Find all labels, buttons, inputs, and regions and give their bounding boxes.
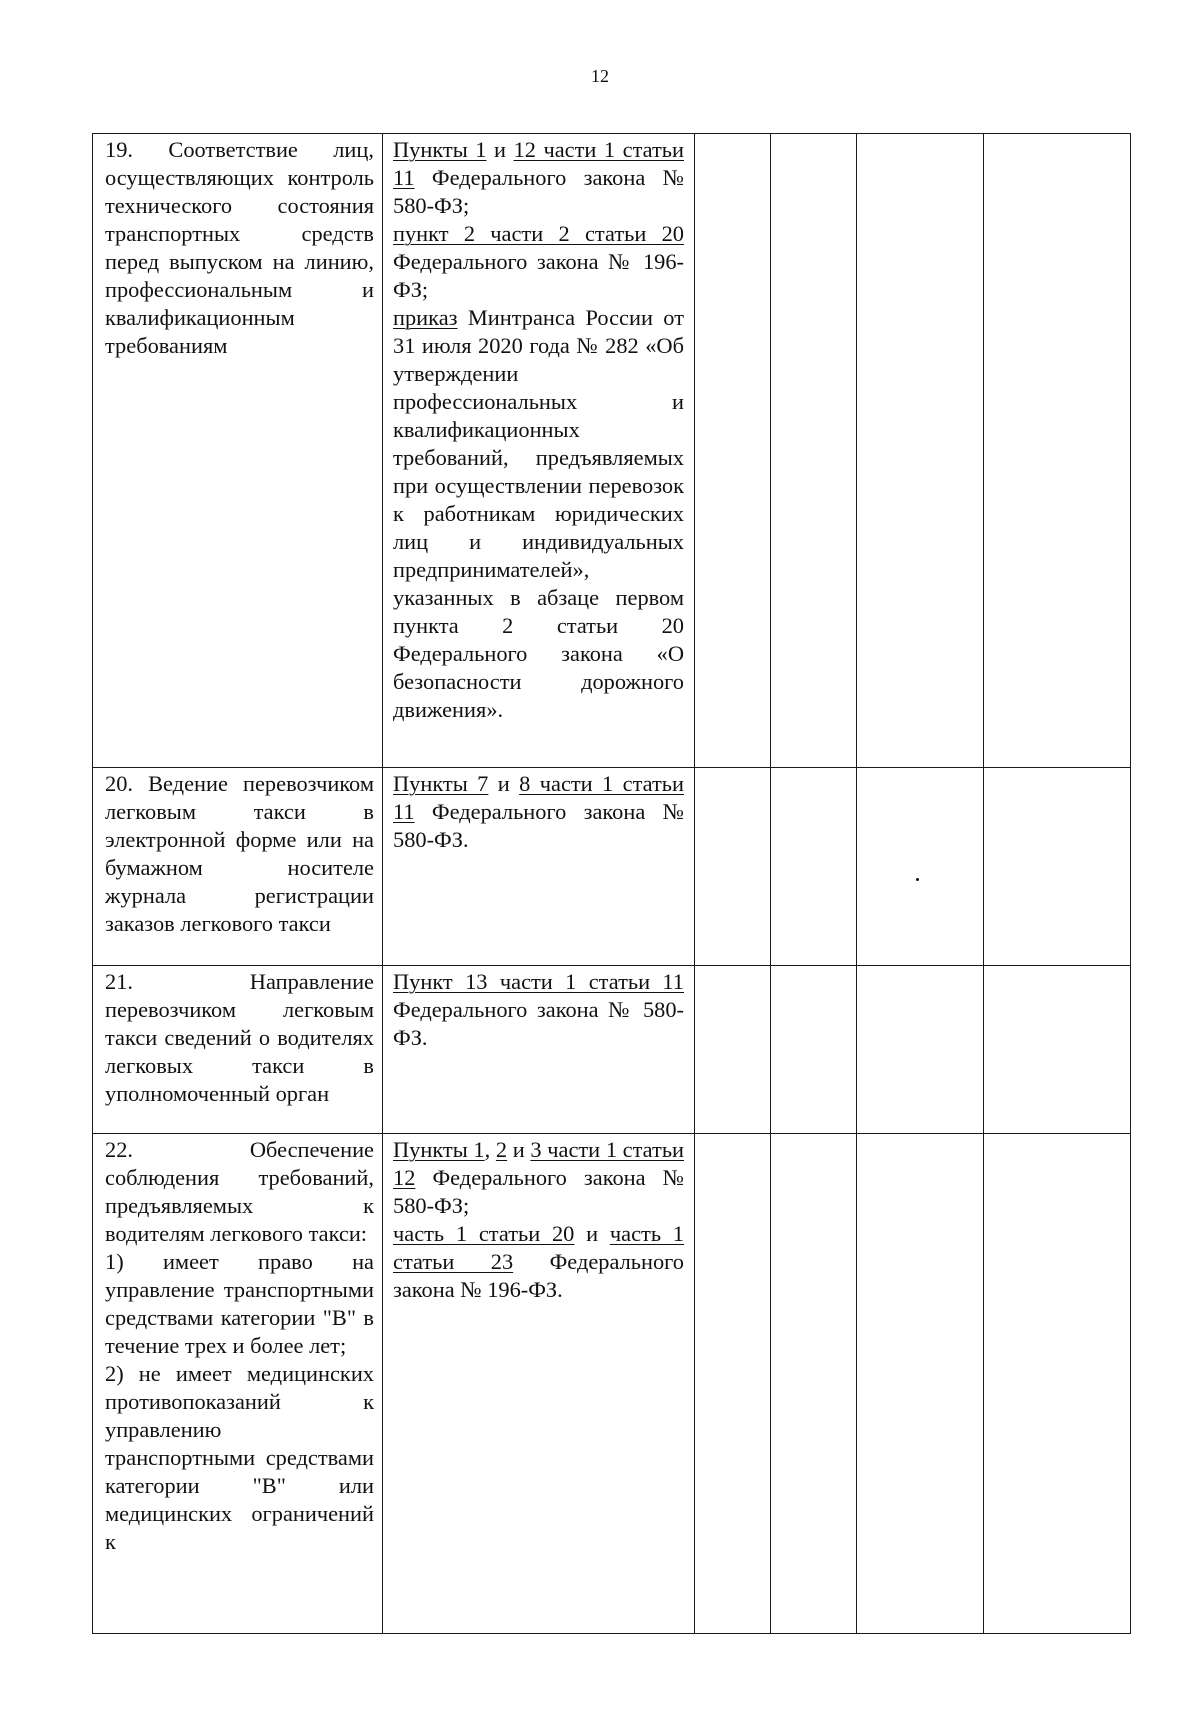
empty-cell	[984, 768, 1131, 966]
table-row	[93, 966, 1131, 1134]
reference-text: и	[574, 1221, 610, 1246]
legal-reference-cell	[383, 768, 695, 966]
requirement-cell	[93, 1134, 383, 1634]
requirement-text: 21. Направление перевозчиком легковым такси сведений о водителях легковых такси в уполномоченный орган	[105, 969, 374, 1106]
reference-text: и	[486, 137, 514, 162]
legal-reference-link[interactable]: пункт 2 части 2 статьи 20	[393, 221, 684, 246]
requirement-text	[93, 1134, 382, 1556]
requirement-paragraph: 22. Обеспечение соблюдения требований, предъявляемых к водителям легкового такси:	[105, 1137, 374, 1246]
empty-cell	[771, 1134, 857, 1634]
legal-reference-link[interactable]: часть 1 статьи 20	[393, 1221, 575, 1246]
page-number: 12	[591, 66, 609, 86]
empty-cell	[857, 966, 984, 1134]
table-row	[93, 1134, 1131, 1634]
legal-reference-link[interactable]: 8 части 1 статьи 11	[393, 771, 684, 824]
reference-paragraph	[393, 136, 684, 220]
empty-cell	[984, 1134, 1131, 1634]
requirement-cell	[93, 966, 383, 1134]
legal-reference-link[interactable]: приказ	[393, 305, 458, 330]
empty-cell	[771, 134, 857, 768]
reference-text: Федерального закона № 196-ФЗ;	[393, 249, 684, 302]
reference-text: Федерального закона № 580-ФЗ.	[393, 799, 684, 852]
reference-text: Минтранса России от 31 июля 2020 года № 282 «Об утверждении профессиональных и квалификационных требований, предъявляемых при осуществлении перевозок к работникам юридических лиц и индивидуальных предпринимателей», указанных в абзаце первом пункта 2 статьи 20 Федерального закона «О безопасности дорожного движения».	[393, 305, 684, 722]
legal-reference-cell	[383, 134, 695, 768]
requirement-cell	[93, 768, 383, 966]
legal-reference-link[interactable]: Пункты 7	[393, 771, 489, 796]
requirement-text: 20. Ведение перевозчиком легковым такси в электронной форме или на бумажном носителе журнала регистрации заказов легкового такси	[105, 771, 374, 936]
requirement-paragraph: 2) не имеет медицинских противопоказаний к управлению транспортными средствами категории "B" или медицинских ограничений к	[105, 1361, 374, 1554]
legal-reference-link[interactable]: 3 части 1 статьи 12	[393, 1137, 685, 1190]
empty-cell	[695, 1134, 771, 1634]
reference-paragraph	[393, 1220, 684, 1304]
empty-cell	[695, 768, 771, 966]
legal-reference	[383, 966, 694, 1052]
scan-speck	[916, 878, 919, 881]
reference-paragraph	[393, 770, 684, 854]
empty-cell	[857, 1134, 984, 1634]
empty-cell	[857, 768, 984, 966]
legal-reference-link[interactable]: Пункты 1	[393, 137, 487, 162]
reference-paragraph	[393, 220, 684, 304]
reference-text: ,	[484, 1137, 496, 1162]
empty-cell	[771, 966, 857, 1134]
reference-text: Федерального закона № 196-ФЗ.	[393, 1249, 684, 1302]
reference-text: Федерального закона № 580-ФЗ.	[393, 997, 684, 1050]
reference-text: и	[488, 771, 520, 796]
legal-reference	[383, 1134, 694, 1304]
requirements-table	[92, 133, 1131, 1634]
requirement-text: 19. Соответствие лиц, осуществляющих контроль технического состояния транспортных средств перед выпуском на линию, профессиональным и квалификационным требованиям	[105, 137, 374, 358]
legal-reference-link[interactable]: 12 части 1 статьи 11	[393, 137, 684, 190]
empty-cell	[771, 768, 857, 966]
empty-cell	[857, 134, 984, 768]
table-row	[93, 768, 1131, 966]
requirement-paragraph: 1) имеет право на управление транспортными средствами категории "B" в течение трех и более лет;	[105, 1249, 374, 1358]
reference-paragraph	[393, 968, 684, 1052]
legal-reference-cell	[383, 1134, 695, 1634]
legal-reference-link[interactable]: часть 1 статьи 23	[393, 1221, 684, 1274]
requirement-cell	[93, 134, 383, 768]
legal-reference-cell	[383, 966, 695, 1134]
table-row	[93, 134, 1131, 768]
legal-reference	[383, 768, 694, 854]
empty-cell	[984, 134, 1131, 768]
empty-cell	[984, 966, 1131, 1134]
legal-reference-link[interactable]: Пункты 1	[393, 1137, 485, 1162]
reference-paragraph	[393, 1136, 684, 1220]
legal-reference	[383, 134, 694, 724]
empty-cell	[695, 966, 771, 1134]
legal-reference-link[interactable]: 2	[495, 1137, 508, 1162]
legal-reference-link[interactable]: Пункт 13 части 1 статьи 11	[393, 969, 684, 994]
reference-text: и	[507, 1137, 531, 1162]
empty-cell	[695, 134, 771, 768]
reference-paragraph	[393, 304, 684, 724]
reference-text: Федерального закона № 580-ФЗ;	[393, 1165, 684, 1218]
reference-text: Федерального закона № 580-ФЗ;	[393, 165, 684, 218]
